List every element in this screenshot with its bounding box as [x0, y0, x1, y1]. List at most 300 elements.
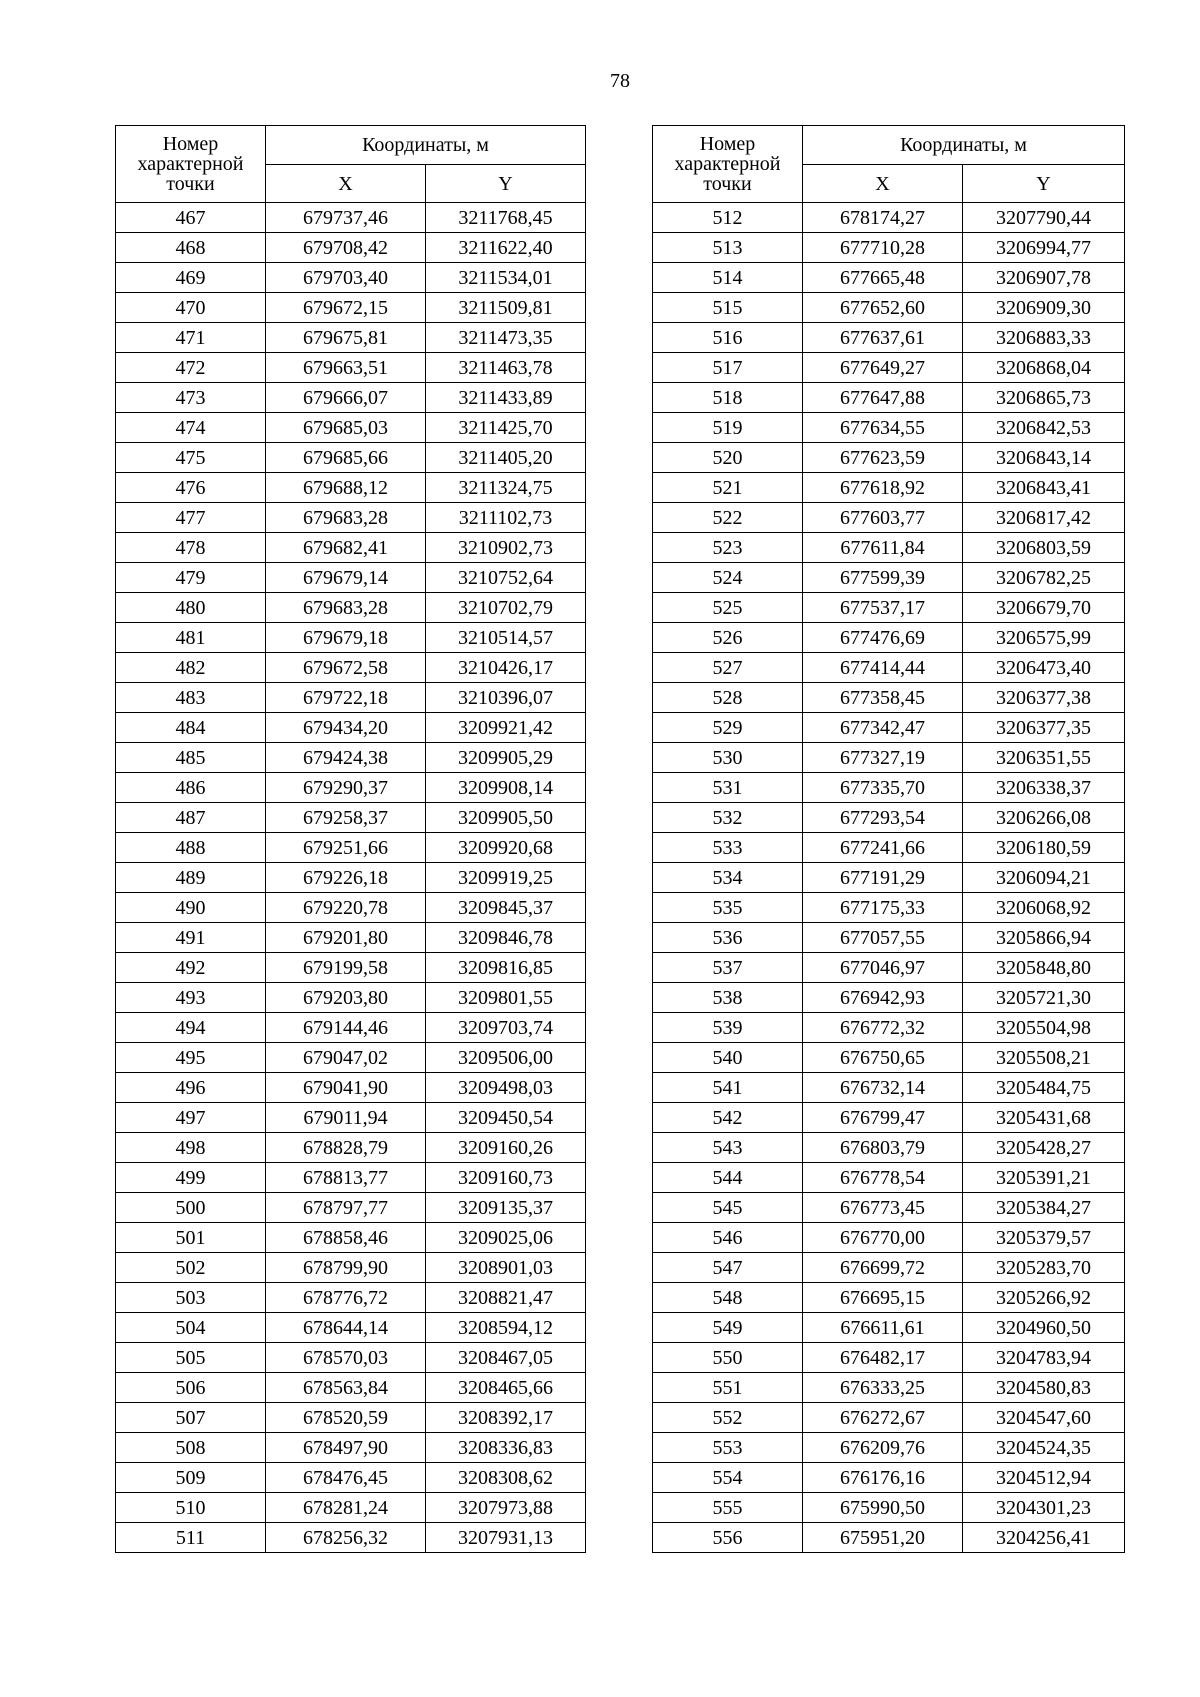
y-coordinate-cell: 3209908,14 [426, 773, 586, 803]
y-coordinate-cell: 3205391,21 [963, 1163, 1125, 1193]
point-number-cell: 538 [653, 983, 803, 1013]
x-coordinate-cell: 677241,66 [803, 833, 963, 863]
y-coordinate-cell: 3210514,57 [426, 623, 586, 653]
x-coordinate-cell: 677637,61 [803, 323, 963, 353]
point-number-cell: 472 [116, 353, 266, 383]
table-row [653, 893, 1125, 923]
y-coordinate-cell: 3206883,33 [963, 323, 1125, 353]
table-row [653, 1073, 1125, 1103]
point-number-cell: 503 [116, 1283, 266, 1313]
x-coordinate-cell: 677342,47 [803, 713, 963, 743]
y-coordinate-cell: 3206473,40 [963, 653, 1125, 683]
point-number-cell: 533 [653, 833, 803, 863]
table-row [653, 323, 1125, 353]
point-number-cell: 486 [116, 773, 266, 803]
table-row [116, 1523, 586, 1553]
coordinates-table-right [652, 125, 1125, 1553]
y-coordinate-cell: 3206266,08 [963, 803, 1125, 833]
y-coordinate-cell: 3204512,94 [963, 1463, 1125, 1493]
y-coordinate-cell: 3209498,03 [426, 1073, 586, 1103]
x-coordinate-cell: 678174,27 [803, 203, 963, 233]
y-coordinate-cell: 3205283,70 [963, 1253, 1125, 1283]
y-coordinate-cell: 3206094,21 [963, 863, 1125, 893]
point-number-cell: 492 [116, 953, 266, 983]
x-coordinate-cell: 676803,79 [803, 1133, 963, 1163]
coordinates-header: Координаты, м [803, 126, 1125, 165]
x-coordinate-cell: 678476,45 [266, 1463, 426, 1493]
y-coordinate-cell: 3208465,66 [426, 1373, 586, 1403]
point-number-cell: 502 [116, 1253, 266, 1283]
point-number-cell: 535 [653, 893, 803, 923]
coordinates-table-left [115, 125, 586, 1553]
point-number-cell: 473 [116, 383, 266, 413]
x-coordinate-cell: 679199,58 [266, 953, 426, 983]
y-coordinate-cell: 3209160,73 [426, 1163, 586, 1193]
point-number-cell: 525 [653, 593, 803, 623]
y-coordinate-cell: 3206909,30 [963, 293, 1125, 323]
table-row [653, 683, 1125, 713]
point-number-cell: 513 [653, 233, 803, 263]
table-row [653, 653, 1125, 683]
x-coordinate-cell: 676773,45 [803, 1193, 963, 1223]
x-coordinate-cell: 677476,69 [803, 623, 963, 653]
table-row [653, 503, 1125, 533]
x-coordinate-cell: 679682,41 [266, 533, 426, 563]
y-coordinate-cell: 3208901,03 [426, 1253, 586, 1283]
table-row [116, 1313, 586, 1343]
y-coordinate-cell: 3205848,80 [963, 953, 1125, 983]
table-row [116, 263, 586, 293]
x-coordinate-cell: 677623,59 [803, 443, 963, 473]
table-row [653, 1343, 1125, 1373]
table-row [116, 383, 586, 413]
x-coordinate-cell: 678497,90 [266, 1433, 426, 1463]
x-coordinate-cell: 676942,93 [803, 983, 963, 1013]
table-row [653, 1043, 1125, 1073]
table-row [116, 1433, 586, 1463]
x-coordinate-cell: 679434,20 [266, 713, 426, 743]
x-coordinate-cell: 677603,77 [803, 503, 963, 533]
table-row [653, 1223, 1125, 1253]
y-coordinate-cell: 3209845,37 [426, 893, 586, 923]
page-number: 78 [610, 70, 630, 92]
y-coordinate-cell: 3208467,05 [426, 1343, 586, 1373]
y-coordinate-cell: 3208594,12 [426, 1313, 586, 1343]
y-header: Y [963, 165, 1125, 203]
table-row [653, 1133, 1125, 1163]
point-number-cell: 511 [116, 1523, 266, 1553]
table-row [116, 1133, 586, 1163]
table-row [653, 1013, 1125, 1043]
y-coordinate-cell: 3205508,21 [963, 1043, 1125, 1073]
y-coordinate-cell: 3206377,35 [963, 713, 1125, 743]
table-row [653, 1253, 1125, 1283]
x-coordinate-cell: 679226,18 [266, 863, 426, 893]
x-coordinate-cell: 679011,94 [266, 1103, 426, 1133]
x-coordinate-cell: 676732,14 [803, 1073, 963, 1103]
point-number-cell: 534 [653, 863, 803, 893]
table-row [116, 1403, 586, 1433]
table-row [116, 233, 586, 263]
point-number-cell: 504 [116, 1313, 266, 1343]
point-number-cell: 478 [116, 533, 266, 563]
y-coordinate-cell: 3206575,99 [963, 623, 1125, 653]
table-row [116, 353, 586, 383]
x-coordinate-cell: 679220,78 [266, 893, 426, 923]
y-coordinate-cell: 3209920,68 [426, 833, 586, 863]
x-coordinate-cell: 677046,97 [803, 953, 963, 983]
point-number-cell: 496 [116, 1073, 266, 1103]
point-number-cell: 556 [653, 1523, 803, 1553]
table-row [653, 1463, 1125, 1493]
table-row [653, 353, 1125, 383]
y-coordinate-cell: 3206817,42 [963, 503, 1125, 533]
x-coordinate-cell: 677335,70 [803, 773, 963, 803]
y-coordinate-cell: 3205384,27 [963, 1193, 1125, 1223]
table-row [653, 593, 1125, 623]
x-coordinate-cell: 679703,40 [266, 263, 426, 293]
x-coordinate-cell: 678776,72 [266, 1283, 426, 1313]
point-number-cell: 522 [653, 503, 803, 533]
y-coordinate-cell: 3206351,55 [963, 743, 1125, 773]
point-number-cell: 515 [653, 293, 803, 323]
point-number-cell: 495 [116, 1043, 266, 1073]
y-coordinate-cell: 3206868,04 [963, 353, 1125, 383]
point-number-cell: 494 [116, 1013, 266, 1043]
point-number-cell: 490 [116, 893, 266, 923]
point-number-cell: 493 [116, 983, 266, 1013]
point-number-cell: 481 [116, 623, 266, 653]
table-row [653, 413, 1125, 443]
x-coordinate-cell: 677175,33 [803, 893, 963, 923]
point-number-cell: 468 [116, 233, 266, 263]
table-row [116, 413, 586, 443]
point-number-cell: 467 [116, 203, 266, 233]
y-coordinate-cell: 3208308,62 [426, 1463, 586, 1493]
y-coordinate-cell: 3206068,92 [963, 893, 1125, 923]
table-row [653, 1433, 1125, 1463]
y-coordinate-cell: 3204547,60 [963, 1403, 1125, 1433]
table-row [116, 473, 586, 503]
x-coordinate-cell: 676611,61 [803, 1313, 963, 1343]
table-row [653, 713, 1125, 743]
x-coordinate-cell: 676272,67 [803, 1403, 963, 1433]
point-number-cell: 497 [116, 1103, 266, 1133]
point-number-cell: 470 [116, 293, 266, 323]
y-coordinate-cell: 3211425,70 [426, 413, 586, 443]
x-coordinate-cell: 677293,54 [803, 803, 963, 833]
x-coordinate-cell: 679663,51 [266, 353, 426, 383]
y-coordinate-cell: 3205866,94 [963, 923, 1125, 953]
point-number-cell: 514 [653, 263, 803, 293]
x-coordinate-cell: 679675,81 [266, 323, 426, 353]
x-coordinate-cell: 677652,60 [803, 293, 963, 323]
table-row [653, 623, 1125, 653]
point-number-cell: 531 [653, 773, 803, 803]
y-coordinate-cell: 3204301,23 [963, 1493, 1125, 1523]
point-number-cell: 479 [116, 563, 266, 593]
point-number-cell: 519 [653, 413, 803, 443]
table-row [116, 713, 586, 743]
x-coordinate-cell: 675951,20 [803, 1523, 963, 1553]
y-coordinate-cell: 3211463,78 [426, 353, 586, 383]
point-number-cell: 491 [116, 923, 266, 953]
y-coordinate-cell: 3204580,83 [963, 1373, 1125, 1403]
table-row [653, 1283, 1125, 1313]
point-number-cell: 507 [116, 1403, 266, 1433]
x-coordinate-cell: 678858,46 [266, 1223, 426, 1253]
y-coordinate-cell: 3209801,55 [426, 983, 586, 1013]
y-coordinate-cell: 3205484,75 [963, 1073, 1125, 1103]
point-number-cell: 539 [653, 1013, 803, 1043]
table-row [653, 1523, 1125, 1553]
y-coordinate-cell: 3207973,88 [426, 1493, 586, 1523]
table-body-left [116, 203, 586, 1553]
y-coordinate-cell: 3210426,17 [426, 653, 586, 683]
x-coordinate-cell: 679672,15 [266, 293, 426, 323]
table-row [116, 1463, 586, 1493]
table-row [653, 473, 1125, 503]
x-coordinate-cell: 679672,58 [266, 653, 426, 683]
y-coordinate-cell: 3209919,25 [426, 863, 586, 893]
point-number-cell: 474 [116, 413, 266, 443]
table-row [116, 863, 586, 893]
x-coordinate-cell: 678563,84 [266, 1373, 426, 1403]
table-row [653, 263, 1125, 293]
table-row [116, 953, 586, 983]
x-coordinate-cell: 679041,90 [266, 1073, 426, 1103]
table-row [653, 1313, 1125, 1343]
point-number-cell: 551 [653, 1373, 803, 1403]
y-coordinate-cell: 3207790,44 [963, 203, 1125, 233]
x-coordinate-cell: 677710,28 [803, 233, 963, 263]
y-coordinate-cell: 3208821,47 [426, 1283, 586, 1313]
y-coordinate-cell: 3206782,25 [963, 563, 1125, 593]
y-coordinate-cell: 3211433,89 [426, 383, 586, 413]
point-number-cell: 516 [653, 323, 803, 353]
y-coordinate-cell: 3210702,79 [426, 593, 586, 623]
y-coordinate-cell: 3209905,50 [426, 803, 586, 833]
y-coordinate-cell: 3205266,92 [963, 1283, 1125, 1313]
y-coordinate-cell: 3205379,57 [963, 1223, 1125, 1253]
x-coordinate-cell: 677611,84 [803, 533, 963, 563]
point-number-cell: 536 [653, 923, 803, 953]
y-coordinate-cell: 3206679,70 [963, 593, 1125, 623]
x-coordinate-cell: 676695,15 [803, 1283, 963, 1313]
y-coordinate-cell: 3209025,06 [426, 1223, 586, 1253]
y-coordinate-cell: 3206338,37 [963, 773, 1125, 803]
x-coordinate-cell: 678520,59 [266, 1403, 426, 1433]
table-row [653, 983, 1125, 1013]
y-coordinate-cell: 3208392,17 [426, 1403, 586, 1433]
y-coordinate-cell: 3209846,78 [426, 923, 586, 953]
point-number-cell: 489 [116, 863, 266, 893]
point-number-cell: 523 [653, 533, 803, 563]
table-row [116, 293, 586, 323]
point-number-cell: 526 [653, 623, 803, 653]
point-number-cell: 520 [653, 443, 803, 473]
point-number-cell: 546 [653, 1223, 803, 1253]
point-number-cell: 510 [116, 1493, 266, 1523]
y-coordinate-cell: 3210396,07 [426, 683, 586, 713]
table-row [116, 203, 586, 233]
x-coordinate-cell: 679683,28 [266, 593, 426, 623]
table-row [116, 683, 586, 713]
y-coordinate-cell: 3206377,38 [963, 683, 1125, 713]
x-coordinate-cell: 677358,45 [803, 683, 963, 713]
y-coordinate-cell: 3211768,45 [426, 203, 586, 233]
point-number-header: Номер характерной точки [116, 126, 266, 203]
x-coordinate-cell: 677057,55 [803, 923, 963, 953]
y-coordinate-cell: 3209450,54 [426, 1103, 586, 1133]
y-coordinate-cell: 3206803,59 [963, 533, 1125, 563]
table-row [116, 623, 586, 653]
x-coordinate-cell: 676778,54 [803, 1163, 963, 1193]
point-number-cell: 477 [116, 503, 266, 533]
point-number-cell: 476 [116, 473, 266, 503]
table-row [116, 1013, 586, 1043]
point-number-cell: 540 [653, 1043, 803, 1073]
y-coordinate-cell: 3210752,64 [426, 563, 586, 593]
table-row [653, 233, 1125, 263]
y-coordinate-cell: 3205428,27 [963, 1133, 1125, 1163]
point-number-cell: 517 [653, 353, 803, 383]
point-number-cell: 482 [116, 653, 266, 683]
table-row [116, 1163, 586, 1193]
table-row [653, 773, 1125, 803]
y-coordinate-cell: 3211509,81 [426, 293, 586, 323]
y-coordinate-cell: 3209816,85 [426, 953, 586, 983]
x-coordinate-cell: 679251,66 [266, 833, 426, 863]
point-number-cell: 553 [653, 1433, 803, 1463]
y-coordinate-cell: 3206994,77 [963, 233, 1125, 263]
y-coordinate-cell: 3208336,83 [426, 1433, 586, 1463]
x-coordinate-cell: 678797,77 [266, 1193, 426, 1223]
table-row [653, 833, 1125, 863]
y-coordinate-cell: 3204524,35 [963, 1433, 1125, 1463]
point-number-cell: 487 [116, 803, 266, 833]
y-header: Y [426, 165, 586, 203]
x-coordinate-cell: 677649,27 [803, 353, 963, 383]
point-number-cell: 499 [116, 1163, 266, 1193]
point-number-cell: 550 [653, 1343, 803, 1373]
x-coordinate-cell: 679201,80 [266, 923, 426, 953]
x-coordinate-cell: 676750,65 [803, 1043, 963, 1073]
point-number-cell: 549 [653, 1313, 803, 1343]
x-coordinate-cell: 676333,25 [803, 1373, 963, 1403]
table-row [653, 923, 1125, 953]
x-coordinate-cell: 678828,79 [266, 1133, 426, 1163]
table-row [653, 1163, 1125, 1193]
table-row [116, 893, 586, 923]
table-row [653, 863, 1125, 893]
table-row [116, 563, 586, 593]
point-number-cell: 500 [116, 1193, 266, 1223]
point-number-cell: 537 [653, 953, 803, 983]
y-coordinate-cell: 3206842,53 [963, 413, 1125, 443]
y-coordinate-cell: 3206907,78 [963, 263, 1125, 293]
table-row [116, 1253, 586, 1283]
x-coordinate-cell: 679258,37 [266, 803, 426, 833]
table-row [116, 923, 586, 953]
y-coordinate-cell: 3206180,59 [963, 833, 1125, 863]
x-coordinate-cell: 676799,47 [803, 1103, 963, 1133]
point-number-cell: 501 [116, 1223, 266, 1253]
point-number-cell: 530 [653, 743, 803, 773]
x-coordinate-cell: 678813,77 [266, 1163, 426, 1193]
x-header: X [803, 165, 963, 203]
point-number-cell: 547 [653, 1253, 803, 1283]
x-coordinate-cell: 678644,14 [266, 1313, 426, 1343]
point-number-cell: 498 [116, 1133, 266, 1163]
table-row [653, 803, 1125, 833]
point-number-cell: 554 [653, 1463, 803, 1493]
table-row [653, 383, 1125, 413]
y-coordinate-cell: 3205431,68 [963, 1103, 1125, 1133]
x-coordinate-cell: 678281,24 [266, 1493, 426, 1523]
x-coordinate-cell: 677634,55 [803, 413, 963, 443]
y-coordinate-cell: 3209905,29 [426, 743, 586, 773]
point-number-cell: 552 [653, 1403, 803, 1433]
table-row [653, 443, 1125, 473]
x-coordinate-cell: 679688,12 [266, 473, 426, 503]
x-coordinate-cell: 679424,38 [266, 743, 426, 773]
x-coordinate-cell: 679708,42 [266, 233, 426, 263]
table-row [116, 1193, 586, 1223]
table-row [116, 593, 586, 623]
y-coordinate-cell: 3204256,41 [963, 1523, 1125, 1553]
x-coordinate-cell: 677191,29 [803, 863, 963, 893]
point-number-cell: 524 [653, 563, 803, 593]
point-number-cell: 480 [116, 593, 266, 623]
point-number-cell: 541 [653, 1073, 803, 1103]
y-coordinate-cell: 3205504,98 [963, 1013, 1125, 1043]
point-number-cell: 518 [653, 383, 803, 413]
y-coordinate-cell: 3211324,75 [426, 473, 586, 503]
point-number-cell: 506 [116, 1373, 266, 1403]
y-coordinate-cell: 3209135,37 [426, 1193, 586, 1223]
y-coordinate-cell: 3205721,30 [963, 983, 1125, 1013]
table-row [653, 1193, 1125, 1223]
point-number-cell: 475 [116, 443, 266, 473]
x-coordinate-cell: 679047,02 [266, 1043, 426, 1073]
table-row [116, 443, 586, 473]
point-number-cell: 469 [116, 263, 266, 293]
table-row [116, 1283, 586, 1313]
point-number-header: Номер характерной точки [653, 126, 803, 203]
x-coordinate-cell: 678256,32 [266, 1523, 426, 1553]
table-row [653, 203, 1125, 233]
x-coordinate-cell: 676699,72 [803, 1253, 963, 1283]
point-number-cell: 532 [653, 803, 803, 833]
x-coordinate-cell: 679683,28 [266, 503, 426, 533]
x-coordinate-cell: 679290,37 [266, 773, 426, 803]
point-number-cell: 508 [116, 1433, 266, 1463]
y-coordinate-cell: 3209703,74 [426, 1013, 586, 1043]
y-coordinate-cell: 3210902,73 [426, 533, 586, 563]
x-coordinate-cell: 677599,39 [803, 563, 963, 593]
point-number-cell: 543 [653, 1133, 803, 1163]
table-row [653, 563, 1125, 593]
table-row [653, 953, 1125, 983]
point-number-cell: 485 [116, 743, 266, 773]
y-coordinate-cell: 3211405,20 [426, 443, 586, 473]
table-row [116, 743, 586, 773]
table-row [116, 1493, 586, 1523]
x-coordinate-cell: 676176,16 [803, 1463, 963, 1493]
table-row [116, 503, 586, 533]
x-coordinate-cell: 677647,88 [803, 383, 963, 413]
